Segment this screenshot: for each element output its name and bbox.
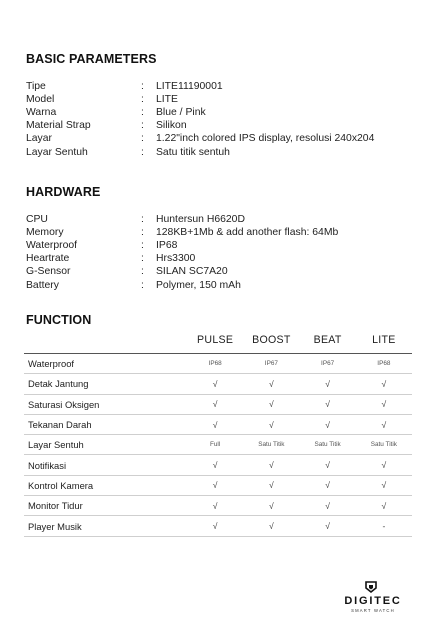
table-cell: IP67 [321,360,335,368]
table-row [24,395,412,415]
param-key: G-Sensor [26,266,71,278]
row-label: Detak Jantung [28,378,89,390]
param-key: CPU [26,214,48,226]
param-row [26,239,416,252]
param-separator: : [141,120,144,132]
param-row [26,145,416,158]
param-row [26,278,416,291]
table-cell: √ [325,480,330,491]
param-key: Memory [26,227,64,239]
table-row [24,516,412,536]
table-cell: IP68 [377,360,391,368]
table-cell: √ [325,460,330,471]
param-separator: : [141,133,144,145]
hardware-title: HARDWARE [26,185,101,199]
table-cell: √ [212,480,218,491]
table-cell: Full [209,441,221,449]
brand-name: DIGITEC [344,595,402,607]
table-cell: √ [269,378,274,389]
param-value: SILAN SC7A20 [156,266,228,278]
param-value: Huntersun H6620D [156,214,245,226]
table-cell: √ [269,399,274,410]
row-label: Layar Sentuh [28,439,84,451]
param-separator: : [141,253,144,265]
column-header-pulse: PULSE [197,334,234,346]
table-cell: Satu Titik [258,441,285,449]
table-cell: √ [212,500,218,511]
column-header-lite: LITE [372,334,396,346]
table-cell: √ [381,480,387,491]
param-value: Polymer, 150 mAh [156,279,241,291]
table-row [24,435,412,455]
table-cell: √ [212,378,218,389]
function-table-header [24,329,412,351]
column-header-boost: BOOST [252,334,291,346]
row-label: Monitor Tidur [28,500,83,512]
table-row [24,415,412,435]
table-cell: √ [381,419,387,430]
param-key: Waterproof [26,240,78,252]
table-cell: √ [269,521,274,532]
table-cell: √ [269,460,274,471]
function-title: FUNCTION [26,313,92,327]
param-value: IP68 [156,240,178,252]
param-value: Satu titik sentuh [156,146,230,158]
table-cell: IP68 [208,360,222,368]
table-cell: √ [269,480,274,491]
param-value: Hrs3300 [156,253,196,265]
param-row [26,265,416,278]
table-cell: - [382,521,386,532]
table-cell: √ [212,419,218,430]
table-cell: √ [325,521,330,532]
table-row [24,455,412,475]
hardware-list [26,213,416,292]
param-key: Layar [26,133,52,145]
table-cell: Satu Titik [370,441,398,449]
param-value: Blue / Pink [156,107,206,119]
row-label: Kontrol Kamera [28,479,94,491]
param-row [26,93,416,106]
function-table [24,329,412,537]
table-cell: √ [269,500,274,511]
param-separator: : [141,107,144,119]
table-cell: √ [269,419,274,430]
param-separator: : [141,266,144,278]
table-cell: √ [325,419,330,430]
param-row [26,226,416,239]
table-cell: √ [212,521,218,532]
table-row [24,354,412,374]
param-key: Battery [26,279,59,291]
table-cell: √ [212,399,218,410]
param-value: Silikon [156,120,187,132]
table-row [24,476,412,496]
column-header-beat: BEAT [313,334,342,346]
param-value: LITE11190001 [156,81,223,93]
table-cell: √ [325,399,330,410]
param-separator: : [141,279,144,291]
table-cell: √ [325,500,330,511]
table-row [24,496,412,516]
param-key: Heartrate [26,253,70,265]
param-separator: : [141,240,144,252]
function-table-body [24,354,412,537]
param-key: Material Strap [26,120,91,132]
param-key: Model [26,94,55,106]
param-separator: : [141,94,144,106]
brand-mark-icon [364,580,378,594]
table-cell: √ [212,460,218,471]
table-cell: √ [381,378,387,389]
table-cell: √ [381,399,387,410]
table-cell: √ [381,500,387,511]
param-row [26,119,416,132]
param-separator: : [141,146,144,158]
param-separator: : [141,214,144,226]
param-separator: : [141,227,144,239]
row-label: Waterproof [28,358,75,370]
table-cell: Satu Titik [314,441,341,449]
row-label: Player Musik [28,520,82,532]
param-key: Tipe [26,81,46,93]
param-row [26,80,416,93]
param-key: Layar Sentuh [26,146,88,158]
param-value: 1.22"inch colored IPS display, resolusi 240x204 [156,133,375,145]
param-separator: : [141,81,144,93]
brand-tagline: SMART WATCH [351,608,395,613]
param-row [26,252,416,265]
basic-parameters-list [26,80,416,159]
param-row [26,132,416,145]
param-value: LITE [156,94,178,106]
table-row [24,374,412,394]
table-cell: √ [381,460,387,471]
basic-parameters-title: BASIC PARAMETERS [26,52,157,66]
row-label: Tekanan Darah [28,419,92,431]
row-label: Saturasi Oksigen [28,398,100,410]
table-cell: IP67 [264,360,278,368]
param-key: Warna [26,107,57,119]
row-label: Notifikasi [28,459,67,471]
param-row [26,213,416,226]
digitec-logo [336,580,410,620]
table-cell: √ [325,378,330,389]
param-row [26,106,416,119]
param-value: 128KB+1Mb & add another flash: 64Mb [156,227,339,239]
